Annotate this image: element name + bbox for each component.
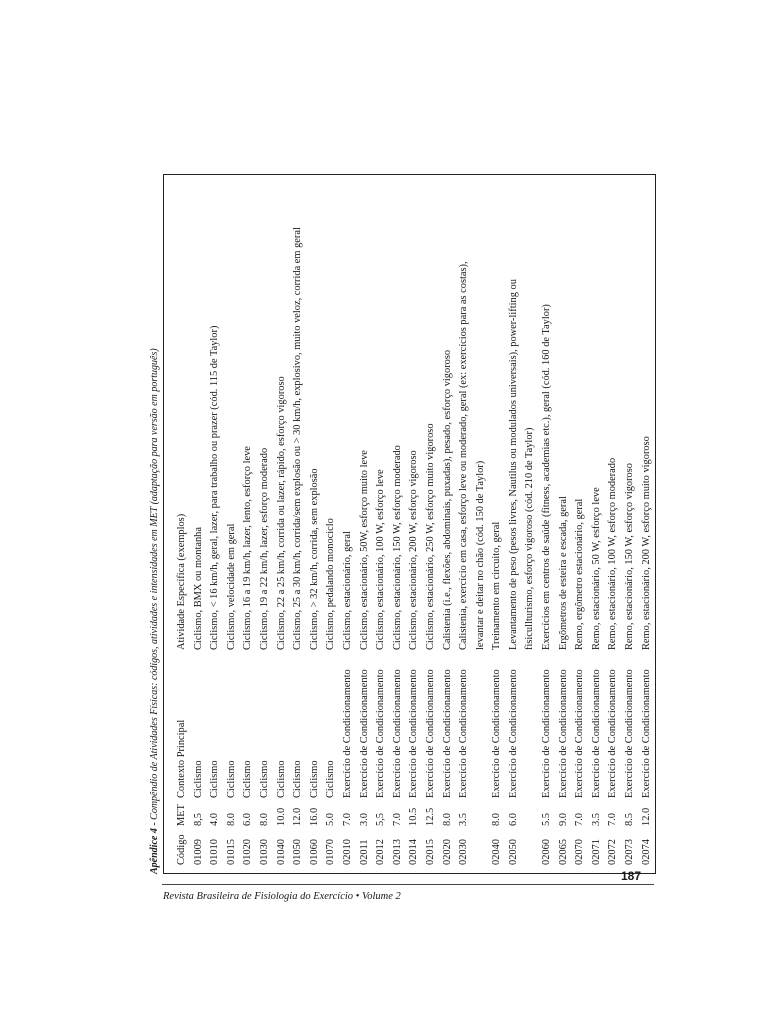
context-cell: Exercício de Condicionamento: [607, 669, 619, 798]
activity-text: Remo, ergômetro estacionário, geral: [574, 498, 586, 650]
activity-cell: [207, 227, 224, 650]
table-row: [191, 227, 208, 865]
activity-text: Calistenia, exercício em casa, esforço leve ou moderado, geral (ex: exercícios para as costas),: [458, 261, 470, 650]
rotated-page-content: [148, 174, 658, 874]
activity-cell: [556, 227, 573, 650]
activity-cell: [274, 227, 291, 650]
met-cell: 8.0: [441, 813, 453, 826]
header-atividade: Atividade Específica (exemplos): [176, 513, 187, 650]
activity-text: Ciclismo, velocidade em geral: [225, 523, 237, 650]
context-cell: Ciclismo: [209, 760, 221, 798]
activity-text-continued: fisicullturismo, esforço vigoroso (cód. 210 de Taylor): [524, 427, 536, 650]
activity-text: Remo, estacionário, 200 W, esforço muito vigoroso: [640, 436, 652, 650]
context-cell: Ciclismo: [275, 760, 287, 798]
activity-cell: [589, 227, 606, 650]
context-cell: Exercício de Condicionamento: [391, 669, 403, 798]
header-met: MET: [176, 804, 187, 826]
table-row: [224, 227, 241, 865]
header-codigo: Código: [176, 834, 187, 865]
table-row: [390, 227, 407, 865]
table-header-row: [174, 227, 191, 865]
header-contexto: Contexto Principal: [176, 719, 187, 798]
met-cell: 7.0: [607, 813, 619, 826]
appendix-title: - Compêndio de Atividades Físicas: códigos, atividades e intensidades em MET (adaptação para versão em português): [149, 348, 160, 829]
code-cell: 02013: [391, 839, 403, 865]
activity-text: Ciclismo, estacionário, geral: [341, 531, 353, 650]
context-cell: Exercício de Condicionamento: [507, 669, 519, 798]
code-cell: 02072: [607, 839, 619, 865]
activity-text: Ciclismo, 25 a 30 km/h, corrida/sem explosão ou > 30 km/h, explosivo, muito veloz, corrida em geral: [292, 227, 304, 650]
activity-text: Treinamento em circuito, geral: [491, 521, 503, 650]
context-cell: Exercício de Condicionamento: [557, 669, 569, 798]
code-cell: 02073: [624, 839, 636, 865]
met-cell: 16.0: [308, 807, 320, 826]
met-cell: 8.5: [624, 813, 636, 826]
activity-text-continued: levantar e deitar no chão (cód. 150 de Taylor): [474, 460, 486, 650]
activity-cell: [622, 227, 639, 650]
context-cell: Ciclismo: [225, 760, 237, 798]
met-cell: 12.0: [292, 807, 304, 826]
met-cell: 6.0: [242, 813, 254, 826]
activity-cell: [605, 227, 622, 650]
activity-text: Ciclismo, estacionário, 150 W, esforço moderado: [391, 445, 403, 650]
context-cell: Exercício de Condicionamento: [640, 669, 652, 798]
met-cell: 10.5: [408, 807, 420, 826]
context-cell: Exercício de Condicionamento: [424, 669, 436, 798]
activity-text: Ciclismo, estacionário, 250 W, esforço muito vigoroso: [424, 423, 436, 650]
activity-text: Ciclismo, estacionário, 100 W, esforço leve: [375, 469, 387, 650]
activity-cell: [357, 227, 374, 650]
table-row: [340, 227, 357, 865]
activity-cell: [257, 227, 274, 650]
activity-cell: [373, 227, 390, 650]
activity-cell: [406, 227, 423, 650]
table-row: [373, 227, 390, 865]
code-cell: 01020: [242, 839, 254, 865]
met-cell: 5,5: [375, 813, 387, 826]
table-row: [506, 227, 539, 865]
table-row: [274, 227, 291, 865]
code-cell: 01070: [325, 839, 337, 865]
context-cell: Ciclismo: [258, 760, 270, 798]
activity-cell: [489, 227, 506, 650]
table-row: [323, 227, 340, 865]
code-cell: 02070: [574, 839, 586, 865]
met-cell: 3.5: [590, 813, 602, 826]
met-cell: 7.0: [391, 813, 403, 826]
context-cell: Exercício de Condicionamento: [541, 669, 553, 798]
code-cell: 02040: [491, 839, 503, 865]
table-row: [489, 227, 506, 865]
activity-text: Levantamento de peso (pesos livres, Nautilus ou modulados universais), power-lifting ou: [507, 279, 519, 650]
table-row: [440, 227, 457, 865]
met-cell: 12.0: [640, 807, 652, 826]
activity-text: Ciclismo, BMX ou montanha: [192, 527, 204, 650]
activity-cell: [423, 227, 440, 650]
met-cell: 4.0: [209, 813, 221, 826]
met-cell: 12.5: [424, 807, 436, 826]
activity-text: Remo, estacionário, 150 W, esforço vigoroso: [624, 463, 636, 650]
context-cell: Ciclismo: [308, 760, 320, 798]
context-cell: Exercício de Condicionamento: [624, 669, 636, 798]
code-cell: 01050: [292, 839, 304, 865]
activity-text: Ciclismo, estacionário, 200 W, esforço vigoroso: [408, 450, 420, 650]
table-row: [456, 227, 489, 865]
activity-cell: [390, 227, 407, 650]
activity-text: Remo, estacionário, 50 W, esforço leve: [590, 487, 602, 650]
activity-cell: [340, 227, 357, 650]
code-cell: 01009: [192, 839, 204, 865]
activity-text: Ciclismo, estacionário, 50W, esforço muito leve: [358, 450, 370, 650]
met-cell: 8,5: [192, 813, 204, 826]
table-row: [589, 227, 606, 865]
table-row: [307, 227, 324, 865]
context-cell: Exercício de Condicionamento: [458, 669, 470, 798]
activity-text: Ciclismo, 19 a 22 km/h, lazer, esforço moderado: [258, 447, 270, 650]
activity-text: Exercícios em centros de saúde (fitness, academias etc.), geral (cód. 160 de Taylor): [541, 304, 553, 650]
met-cell: 3.5: [458, 813, 470, 826]
table-row: [406, 227, 423, 865]
met-table-frame: [163, 174, 656, 874]
table-row: [207, 227, 224, 865]
code-cell: 02020: [441, 839, 453, 865]
activity-text: Ergômetros de esteira e escada, geral: [557, 496, 569, 650]
page-number: 187: [621, 869, 642, 883]
met-cell: 8.0: [258, 813, 270, 826]
appendix-caption: [148, 184, 161, 874]
met-cell: 6.0: [507, 813, 519, 826]
code-cell: 02060: [541, 839, 553, 865]
context-cell: Ciclismo: [325, 760, 337, 798]
table-row: [556, 227, 573, 865]
table-row: [639, 227, 656, 865]
context-cell: Exercício de Condicionamento: [590, 669, 602, 798]
activity-text: Ciclismo, pedalando monociclo: [325, 518, 337, 650]
code-cell: 02030: [458, 839, 470, 865]
activity-cell: [506, 227, 539, 650]
activity-cell: [440, 227, 457, 650]
context-cell: Exercício de Condicionamento: [441, 669, 453, 798]
table-row: [357, 227, 374, 865]
activity-cell: [224, 227, 241, 650]
code-cell: 02011: [358, 839, 370, 865]
code-cell: 01060: [308, 839, 320, 865]
activity-text: Ciclismo, 16 a 19 km/h, lazer, lento, esforço leve: [242, 446, 254, 650]
journal-footer: Revista Brasileira de Fisiologia do Exercício • Volume 2: [163, 891, 401, 902]
context-cell: Exercício de Condicionamento: [341, 669, 353, 798]
table-row: [290, 227, 307, 865]
activity-cell: [639, 227, 656, 650]
activity-text: Ciclismo, > 32 km/h, corrida, sem explosão: [308, 468, 320, 650]
appendix-label: Apêndice 4: [149, 828, 160, 874]
code-cell: 02071: [590, 839, 602, 865]
met-cell: 8.0: [225, 813, 237, 826]
met-table: [174, 227, 655, 865]
table-row: [622, 227, 639, 865]
activity-text: Calistenia (i.e., flexões, abdominais, puxadas), pesado, esforço vigoroso: [441, 349, 453, 650]
activity-cell: [240, 227, 257, 650]
code-cell: 02065: [557, 839, 569, 865]
footer-divider: [162, 884, 654, 885]
table-row: [572, 227, 589, 865]
context-cell: Ciclismo: [192, 760, 204, 798]
code-cell: 02010: [341, 839, 353, 865]
code-cell: 01040: [275, 839, 287, 865]
met-cell: 7.0: [341, 813, 353, 826]
code-cell: 01030: [258, 839, 270, 865]
code-cell: 02050: [507, 839, 519, 865]
context-cell: Exercício de Condicionamento: [358, 669, 370, 798]
met-cell: 5.0: [325, 813, 337, 826]
context-cell: Ciclismo: [292, 760, 304, 798]
activity-cell: [307, 227, 324, 650]
activity-cell: [456, 227, 489, 650]
table-row: [539, 227, 556, 865]
table-row: [257, 227, 274, 865]
code-cell: 02014: [408, 839, 420, 865]
activity-text: Ciclismo, 22 a 25 km/h, corrida ou lazer, rápido, esforço vigoroso: [275, 376, 287, 650]
code-cell: 02015: [424, 839, 436, 865]
context-cell: Exercício de Condicionamento: [375, 669, 387, 798]
met-cell: 7.0: [574, 813, 586, 826]
table-row: [240, 227, 257, 865]
met-cell: 5.5: [541, 813, 553, 826]
activity-cell: [323, 227, 340, 650]
activity-cell: [290, 227, 307, 650]
context-cell: Exercício de Condicionamento: [574, 669, 586, 798]
table-row: [423, 227, 440, 865]
code-cell: 02012: [375, 839, 387, 865]
context-cell: Exercício de Condicionamento: [408, 669, 420, 798]
met-cell: 3.0: [358, 813, 370, 826]
code-cell: 01010: [209, 839, 221, 865]
met-cell: 10.0: [275, 807, 287, 826]
code-cell: 02074: [640, 839, 652, 865]
activity-cell: [539, 227, 556, 650]
activity-cell: [191, 227, 208, 650]
activity-text: Remo, estacionário, 100 W, esforço moderado: [607, 457, 619, 650]
table-row: [605, 227, 622, 865]
activity-cell: [572, 227, 589, 650]
table-body: [191, 227, 656, 865]
code-cell: 01015: [225, 839, 237, 865]
met-cell: 9.0: [557, 813, 569, 826]
activity-text: Ciclismo, < 16 km/h, geral, lazer, para trabalho ou prazer (cód. 115 de Taylor): [209, 325, 221, 650]
context-cell: Exercício de Condicionamento: [491, 669, 503, 798]
met-cell: 8.0: [491, 813, 503, 826]
context-cell: Ciclismo: [242, 760, 254, 798]
